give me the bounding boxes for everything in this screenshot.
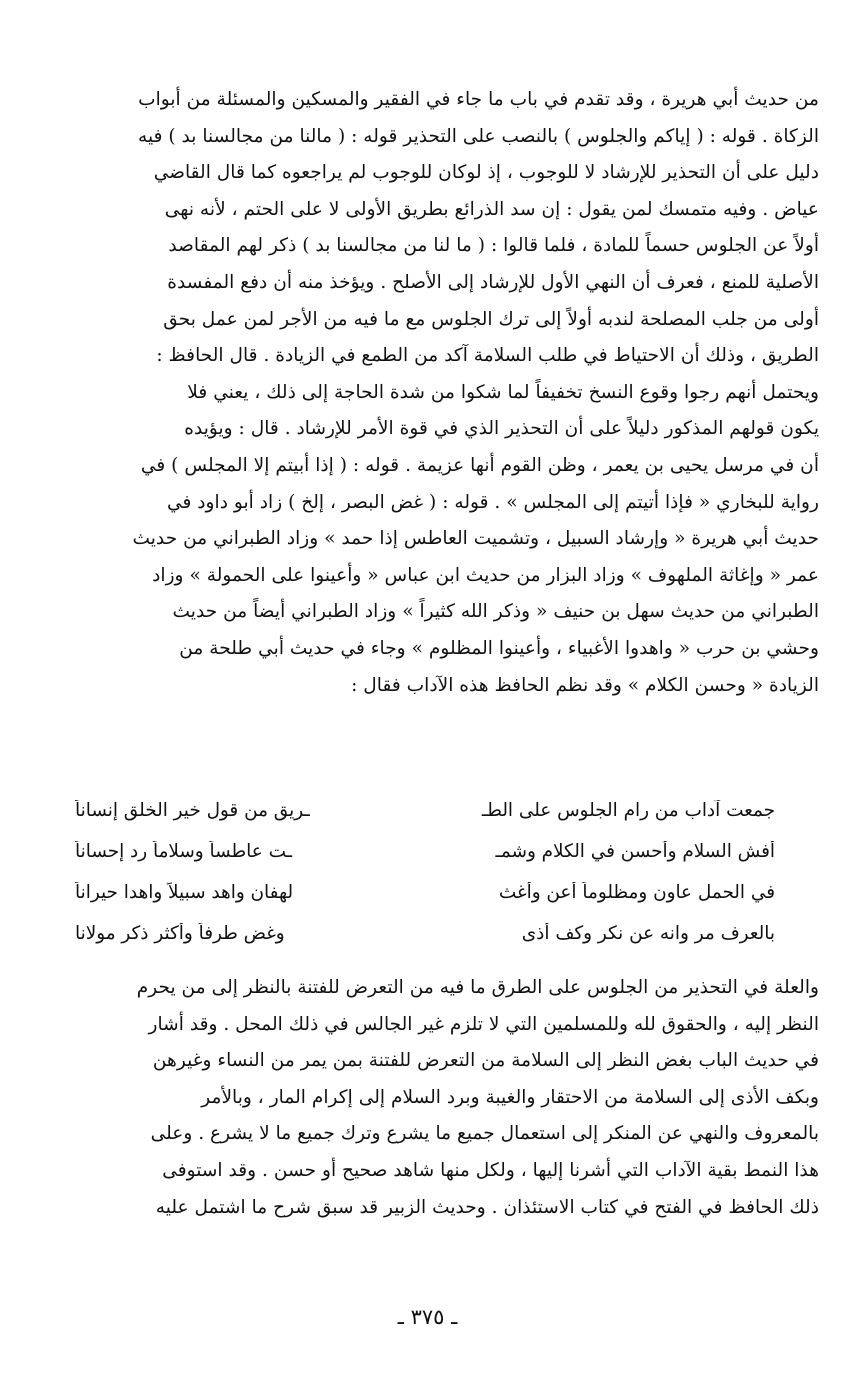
poem-verse: [75, 913, 775, 954]
text-line: النظر إليه ، والحقوق لله وللمسلمين التي لا تلزم غير الجالس في ذلك المحل . وقد أشار: [148, 1013, 819, 1035]
text-line: هذا النمط بقية الآداب التي أشرنا إليها ، ولكل منها شاهد صحيح أو حسن . وقد استوفى: [162, 1159, 819, 1181]
verse-second-hemistich: ـريق من قول خير الخلق إنساناً: [75, 800, 310, 821]
text-line: والعلة في التحذير من الجلوس على الطرق ما فيه من التعرض للفتنة بالنظر إلى من يحرم: [136, 977, 819, 998]
verse-first-hemistich: بالعرف مر وانه عن نكر وكف أذى: [521, 923, 775, 944]
text-line: عمر « وإغاثة الملهوف » وزاد البزار من حديث ابن عباس « وأعينوا على الحمولة » وزاد: [152, 564, 819, 586]
paragraph-bottom: [33, 970, 819, 1226]
verse-first-hemistich: جمعت آداب من رام الجلوس على الطـ: [481, 800, 775, 821]
poem-verse: [75, 790, 775, 831]
text-line: أولاً عن الجلوس حسماً للمادة ، فلما قالوا : ( ما لنا من مجالسنا بد ) ذكر لهم المقاصد: [168, 235, 819, 257]
text-line: أولى من جلب المصلحة لندبه أولاً إلى ترك الجلوس مع ما فيه من الأجر لمن عمل بحق: [163, 308, 819, 330]
page-number: ـ ٣٧٥ ـ: [397, 1305, 458, 1329]
text-line: دليل على أن التحذير للإرشاد لا للوجوب ، إذ لوكان للوجوب لم يراجعوه كما قال القاضي: [153, 162, 819, 184]
text-line: الطريق ، وذلك أن الاحتياط في طلب السلامة آكد من الطمع في الزيادة . قال الحافظ :: [156, 345, 819, 367]
verse-second-hemistich: لهفان واهد سبيلاً واهدا حيراناً: [75, 882, 294, 903]
text-line: الزكاة . قوله : ( إياكم والجلوس ) بالنصب على التحذير قوله : ( مالنا من مجالسنا بد ) فيه: [138, 125, 819, 147]
text-line: بالمعروف والنهي عن المنكر إلى استعمال جميع ما يشرع وترك جميع ما لا يشرع . وعلى: [150, 1123, 819, 1145]
text-line: عياض . وفيه متمسك لمن يقول : إن سد الذرائع بطريق الأولى لا على الحتم ، لأنه نهى: [164, 198, 819, 220]
verse-second-hemistich: ـت عاطساً وسلاماً رد إحساناً: [75, 841, 293, 862]
verse-first-hemistich: أفش السلام وأحسن في الكلام وشمـ: [495, 841, 775, 862]
text-line: الأصلية للمنع ، فعرف أن النهي الأول للإرشاد إلى الأصلح . ويؤخذ منه أن دفع المفسدة: [167, 271, 819, 293]
poem-verse: [75, 831, 775, 872]
poem-verse: [75, 872, 775, 913]
text-line: من حديث أبي هريرة ، وقد تقدم في باب ما جاء في الفقير والمسكين والمسئلة من أبواب: [138, 89, 819, 110]
text-line: في حديث الباب بغض النظر إلى السلامة من التعرض للفتنة بمن يمر من النساء وغيرهن: [152, 1050, 819, 1072]
text-line: رواية للبخاري « فإذا أتيتم إلى المجلس » . قوله : ( غض البصر ، إلخ ) زاد أبو داود في: [166, 491, 819, 513]
text-line: أن في مرسل يحيى بن يعمر ، وظن القوم أنها عزيمة . قوله : ( إذا أبيتم إلا المجلس ) في: [140, 454, 819, 476]
text-line: وحشي بن حرب « واهدوا الأغبياء ، وأعينوا المظلوم » وجاء في حديث أبي طلحة من: [179, 637, 819, 659]
text-line: ذلك الحافظ في الفتح في كتاب الاستئذان . وحديث الزبير قد سبق شرح ما اشتمل عليه: [155, 1196, 819, 1218]
verse-first-hemistich: في الحمل عاون ومظلوماً أعن وأغث: [498, 882, 775, 903]
text-line: ويحتمل أنهم رجوا وقوع النسخ تخفيفاً لما شكوا من شدة الحاجة إلى ذلك ، يعني فلا: [187, 381, 819, 403]
verse-second-hemistich: وغض طرفاً وأكثر ذكر مولانا: [75, 923, 285, 944]
text-line: الطبراني من حديث سهل بن حنيف « وذكر الله كثيراً » وزاد الطبراني أيضاً من حديث: [172, 601, 819, 623]
text-line: الزيادة « وحسن الكلام » وقد نظم الحافظ هذه الآداب فقال :: [351, 674, 819, 696]
text-line: حديث أبي هريرة « وإرشاد السبيل ، وتشميت العاطس إذا حمد » وزاد الطبراني من حديث: [132, 528, 819, 550]
text-line: يكون قولهم المذكور دليلاً على أن التحذير الذي في قوة الأمر للإرشاد . قال : ويؤيده: [184, 418, 819, 440]
poem: [75, 790, 775, 954]
text-line: وبكف الأذى إلى السلامة من الاحتقار والغيبة وبرد السلام إلى إكرام المار ، وبالأمر: [201, 1086, 819, 1108]
paragraph-top: [33, 82, 819, 704]
